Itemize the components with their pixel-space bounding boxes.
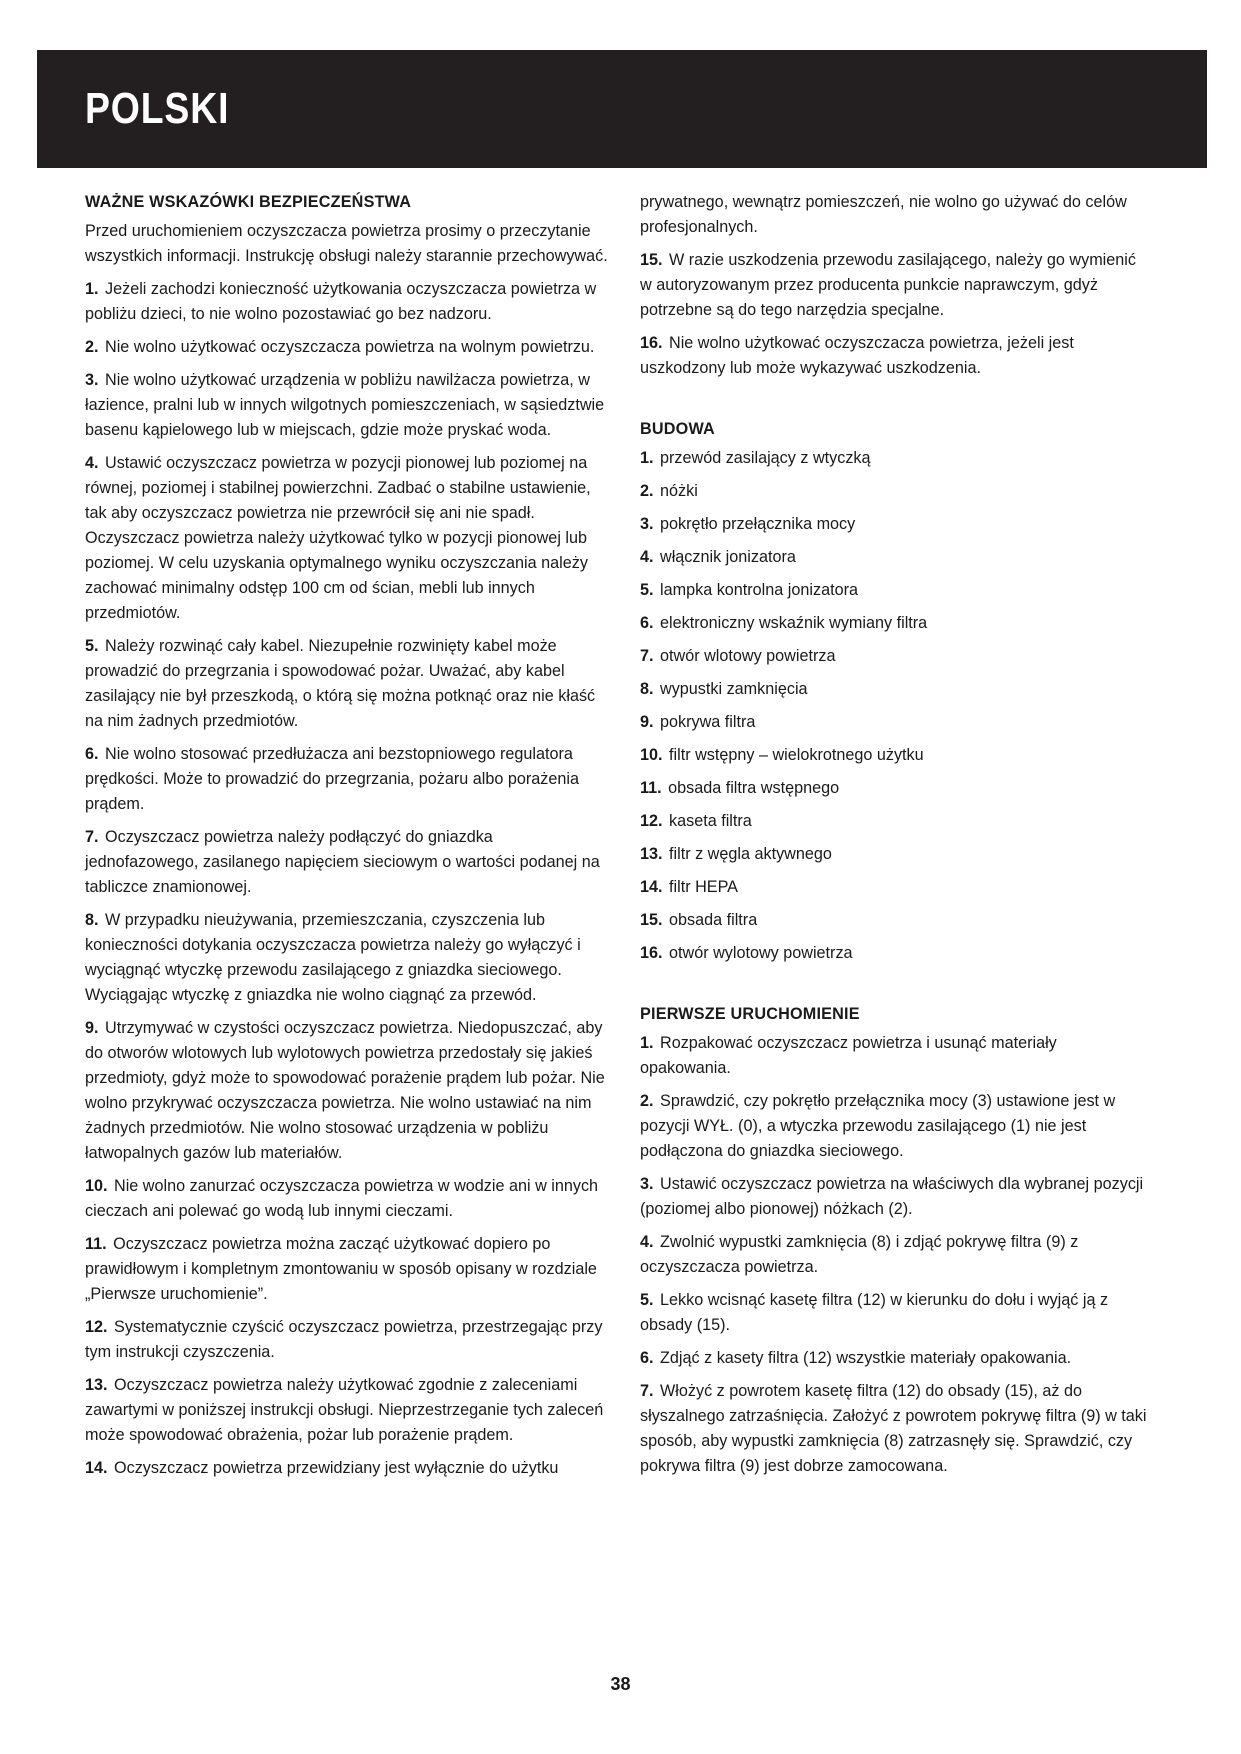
safety-item-number: 1. bbox=[85, 280, 99, 298]
part-item bbox=[640, 479, 1150, 504]
part-item-number: 11. bbox=[640, 779, 662, 797]
safety-item bbox=[640, 331, 1150, 381]
part-item bbox=[640, 644, 1150, 669]
safety-item bbox=[85, 277, 610, 327]
part-item-text: obsada filtra bbox=[669, 911, 758, 929]
part-item-number: 15. bbox=[640, 911, 663, 929]
first-use-step-number: 3. bbox=[640, 1175, 654, 1193]
part-item bbox=[640, 875, 1150, 900]
first-use-step-text: Włożyć z powrotem kasetę filtra (12) do obsady (15), aż do słyszalnego zatrzaśnięcia. Założyć z powrotem pokrywę filtra (9) w taki sposób, aby wypustki zamknięcia (8) zatrzasnęły się. Sprawdzić, czy pokrywa filtra (9) jest dobrze zamocowana. bbox=[640, 1382, 1147, 1475]
part-item-text: pokrywa filtra bbox=[660, 713, 756, 731]
part-item bbox=[640, 677, 1150, 702]
part-item bbox=[640, 512, 1150, 537]
part-item-number: 5. bbox=[640, 581, 654, 599]
safety-items-list-continued bbox=[640, 248, 1150, 381]
safety-item-text: Nie wolno zanurzać oczyszczacza powietrza w wodzie ani w innych cieczach ani polewać go wodą lub innymi cieczami. bbox=[85, 1177, 599, 1220]
safety-item bbox=[85, 1373, 610, 1448]
safety-item bbox=[85, 825, 610, 900]
first-use-step bbox=[640, 1172, 1150, 1222]
first-use-step-number: 7. bbox=[640, 1382, 654, 1400]
safety-item-text: Nie wolno użytkować oczyszczacza powietrza, jeżeli jest uszkodzony lub może wykazywać uszkodzenia. bbox=[640, 334, 1074, 377]
part-item-number: 16. bbox=[640, 944, 663, 962]
safety-item-text: Nie wolno użytkować oczyszczacza powietrza na wolnym powietrzu. bbox=[105, 338, 595, 356]
right-column bbox=[640, 190, 1150, 1487]
safety-item bbox=[85, 335, 610, 360]
first-use-step bbox=[640, 1379, 1150, 1479]
part-item-number: 1. bbox=[640, 449, 654, 467]
part-item bbox=[640, 941, 1150, 966]
safety-item bbox=[85, 451, 610, 626]
language-title: POLSKI bbox=[85, 84, 230, 133]
safety-item-number: 8. bbox=[85, 911, 99, 929]
part-item-text: filtr HEPA bbox=[669, 878, 738, 896]
part-item-number: 2. bbox=[640, 482, 654, 500]
part-item bbox=[640, 776, 1150, 801]
part-item-number: 7. bbox=[640, 647, 654, 665]
part-item-text: filtr wstępny – wielokrotnego użytku bbox=[669, 746, 924, 764]
first-use-step bbox=[640, 1089, 1150, 1164]
safety-item bbox=[85, 1174, 610, 1224]
safety-section-title: WAŻNE WSKAZÓWKI BEZPIECZEŃSTWA bbox=[85, 193, 412, 211]
header-bar bbox=[37, 50, 1207, 168]
safety-item bbox=[85, 634, 610, 734]
first-use-step-text: Zdjąć z kasety filtra (12) wszystkie materiały opakowania. bbox=[660, 1349, 1072, 1367]
first-use-step bbox=[640, 1031, 1150, 1081]
safety-item-text: Nie wolno użytkować urządzenia w pobliżu nawilżacza powietrza, w łazience, pralni lub w innych wilgotnych pomieszczeniach, w sąsiedztwie basenu kąpielowego lub w miejscach, gdzie może pryskać woda. bbox=[85, 371, 605, 439]
part-item-number: 13. bbox=[640, 845, 663, 863]
safety-item-text: Oczyszczacz powietrza należy użytkować zgodnie z zaleceniami zawartymi w poniższej instrukcji obsługi. Nieprzestrzeganie tych zaleceń może spowodować obrażenia, pożar lub porażenie prądem. bbox=[85, 1376, 604, 1444]
first-use-step-number: 1. bbox=[640, 1034, 654, 1052]
part-item bbox=[640, 743, 1150, 768]
safety-items-list bbox=[85, 277, 610, 1481]
safety-item-text: Oczyszczacz powietrza przewidziany jest wyłącznie do użytku bbox=[114, 1459, 559, 1477]
safety-item bbox=[85, 1016, 610, 1166]
first-use-step bbox=[640, 1346, 1150, 1371]
safety-item-number: 7. bbox=[85, 828, 99, 846]
safety-item bbox=[85, 1456, 610, 1481]
first-use-step-text: Lekko wcisnąć kasetę filtra (12) w kierunku do dołu i wyjąć ją z obsady (15). bbox=[640, 1291, 1109, 1334]
part-item bbox=[640, 710, 1150, 735]
safety-item-text: Należy rozwinąć cały kabel. Niezupełnie rozwinięty kabel może prowadzić do przegrzania i spowodować pożar. Uważać, aby kabel zasilający nie był przeszkodą, o którą się można potknąć oraz nie kłaść na nim żadnych przedmiotów. bbox=[85, 637, 596, 730]
safety-item-text: Oczyszczacz powietrza można zacząć użytkować dopiero po prawidłowym i kompletnym zmontowaniu w sposób opisany w rozdziale „Pierwsze uruchomienie”. bbox=[85, 1235, 597, 1303]
safety-item-number: 12. bbox=[85, 1318, 108, 1336]
part-item bbox=[640, 578, 1150, 603]
safety-item bbox=[85, 368, 610, 443]
safety-item-number: 6. bbox=[85, 745, 99, 763]
part-item-text: wypustki zamknięcia bbox=[660, 680, 808, 698]
first-use-section-title: PIERWSZE URUCHOMIENIE bbox=[640, 1005, 860, 1023]
part-item-text: nóżki bbox=[660, 482, 698, 500]
part-item-text: filtr z węgla aktywnego bbox=[669, 845, 832, 863]
safety-item bbox=[85, 742, 610, 817]
safety-continuation: prywatnego, wewnątrz pomieszczeń, nie wolno go używać do celów profesjonalnych. bbox=[640, 193, 1127, 236]
budowa-section-title: BUDOWA bbox=[640, 420, 715, 438]
first-use-step-text: Rozpakować oczyszczacz powietrza i usunąć materiały opakowania. bbox=[640, 1034, 1057, 1077]
safety-item-number: 16. bbox=[640, 334, 663, 352]
part-item-number: 4. bbox=[640, 548, 654, 566]
part-item bbox=[640, 545, 1150, 570]
safety-item-number: 4. bbox=[85, 454, 99, 472]
part-item-text: otwór wylotowy powietrza bbox=[669, 944, 853, 962]
safety-item-text: W razie uszkodzenia przewodu zasilającego, należy go wymienić w autoryzowanym przez producenta punkcie naprawczym, gdyż potrzebne są do tego narzędzia specjalne. bbox=[640, 251, 1136, 319]
safety-item bbox=[640, 248, 1150, 323]
part-item-text: kaseta filtra bbox=[669, 812, 752, 830]
safety-item-number: 5. bbox=[85, 637, 99, 655]
safety-item-text: W przypadku nieużywania, przemieszczania, czyszczenia lub konieczności dotykania oczyszczacza powietrza należy go wyłączyć i wyciągnąć wtyczkę przewodu zasilającego z gniazdka sieciowego. Wyciągając wtyczkę z gniazdka nie wolno ciągnąć za przewód. bbox=[85, 911, 581, 1004]
part-item-number: 14. bbox=[640, 878, 663, 896]
part-item-text: obsada filtra wstępnego bbox=[668, 779, 840, 797]
part-item-number: 12. bbox=[640, 812, 663, 830]
first-use-step bbox=[640, 1230, 1150, 1280]
safety-item-number: 15. bbox=[640, 251, 663, 269]
first-use-step-text: Ustawić oczyszczacz powietrza na właściwych dla wybranej pozycji (poziomej albo pionowej) nóżkach (2). bbox=[640, 1175, 1144, 1218]
first-use-steps-list bbox=[640, 1031, 1150, 1479]
first-use-step-text: Sprawdzić, czy pokrętło przełącznika mocy (3) ustawione jest w pozycji WYŁ. (0), a wtyczka przewodu zasilającego (1) nie jest podłączona do gniazdka sieciowego. bbox=[640, 1092, 1116, 1160]
part-item-number: 10. bbox=[640, 746, 663, 764]
first-use-step-number: 4. bbox=[640, 1233, 654, 1251]
part-item-number: 9. bbox=[640, 713, 654, 731]
part-item bbox=[640, 842, 1150, 867]
part-item-text: włącznik jonizatora bbox=[660, 548, 796, 566]
safety-item bbox=[85, 908, 610, 1008]
part-item-text: lampka kontrolna jonizatora bbox=[660, 581, 858, 599]
safety-item-text: Utrzymywać w czystości oczyszczacz powietrza. Niedopuszczać, aby do otworów wlotowych lub wylotowych powietrza przedostały się jakieś przedmioty, gdyż może to spowodować porażenie prądem lub pożar. Nie wolno przykrywać oczyszczacza powietrza. Nie wolno ustawiać na nim żadnych przedmiotów. Nie wolno stosować urządzenia w pobliżu łatwopalnych gazów lub materiałów. bbox=[85, 1019, 605, 1162]
part-item-text: pokrętło przełącznika mocy bbox=[660, 515, 856, 533]
part-item bbox=[640, 611, 1150, 636]
first-use-step-text: Zwolnić wypustki zamknięcia (8) i zdjąć pokrywę filtra (9) z oczyszczacza powietrza. bbox=[640, 1233, 1079, 1276]
safety-item-number: 2. bbox=[85, 338, 99, 356]
first-use-step-number: 5. bbox=[640, 1291, 654, 1309]
safety-item-number: 9. bbox=[85, 1019, 99, 1037]
part-item-text: otwór wlotowy powietrza bbox=[660, 647, 836, 665]
safety-intro: Przed uruchomieniem oczyszczacza powietrza prosimy o przeczytanie wszystkich informacji. Instrukcję obsługi należy starannie przechowywać. bbox=[85, 222, 608, 265]
part-item bbox=[640, 446, 1150, 471]
left-column bbox=[85, 190, 610, 1489]
safety-item-number: 10. bbox=[85, 1177, 108, 1195]
safety-item-number: 11. bbox=[85, 1235, 107, 1253]
safety-item-number: 13. bbox=[85, 1376, 108, 1394]
first-use-step bbox=[640, 1288, 1150, 1338]
safety-item-number: 14. bbox=[85, 1459, 108, 1477]
part-item-number: 6. bbox=[640, 614, 654, 632]
part-item-text: przewód zasilający z wtyczką bbox=[660, 449, 871, 467]
safety-item-text: Oczyszczacz powietrza należy podłączyć do gniazdka jednofazowego, zasilanego napięciem sieciowym o wartości podanej na tabliczce znamionowej. bbox=[85, 828, 600, 896]
part-item-text: elektroniczny wskaźnik wymiany filtra bbox=[660, 614, 928, 632]
part-item bbox=[640, 809, 1150, 834]
page-number: 38 bbox=[610, 1674, 631, 1694]
safety-item bbox=[85, 1315, 610, 1365]
safety-item-text: Ustawić oczyszczacz powietrza w pozycji pionowej lub poziomej na równej, poziomej i stabilnej powierzchni. Zadbać o stabilne ustawienie, tak aby oczyszczacz powietrza nie przewrócił się ani nie spadł. Oczyszczacz powietrza należy użytkować tylko w pozycji pionowej lub poziomej. W celu uzyskania optymalnego wyniku oczyszczania należy zachować minimalny odstęp 100 cm od ścian, mebli lub innych przedmiotów. bbox=[85, 454, 591, 622]
part-item bbox=[640, 908, 1150, 933]
safety-item-text: Systematycznie czyścić oczyszczacz powietrza, przestrzegając przy tym instrukcji czyszczenia. bbox=[85, 1318, 603, 1361]
safety-item bbox=[85, 1232, 610, 1307]
part-item-number: 8. bbox=[640, 680, 654, 698]
safety-item-number: 3. bbox=[85, 371, 99, 389]
first-use-step-number: 2. bbox=[640, 1092, 654, 1110]
part-item-number: 3. bbox=[640, 515, 654, 533]
safety-item-text: Jeżeli zachodzi konieczność użytkowania oczyszczacza powietrza w pobliżu dzieci, to nie wolno pozostawiać go bez nadzoru. bbox=[85, 280, 597, 323]
safety-item-text: Nie wolno stosować przedłużacza ani bezstopniowego regulatora prędkości. Może to prowadzić do przegrzania, pożaru albo porażenia prądem. bbox=[85, 745, 579, 813]
parts-list bbox=[640, 446, 1150, 966]
first-use-step-number: 6. bbox=[640, 1349, 654, 1367]
